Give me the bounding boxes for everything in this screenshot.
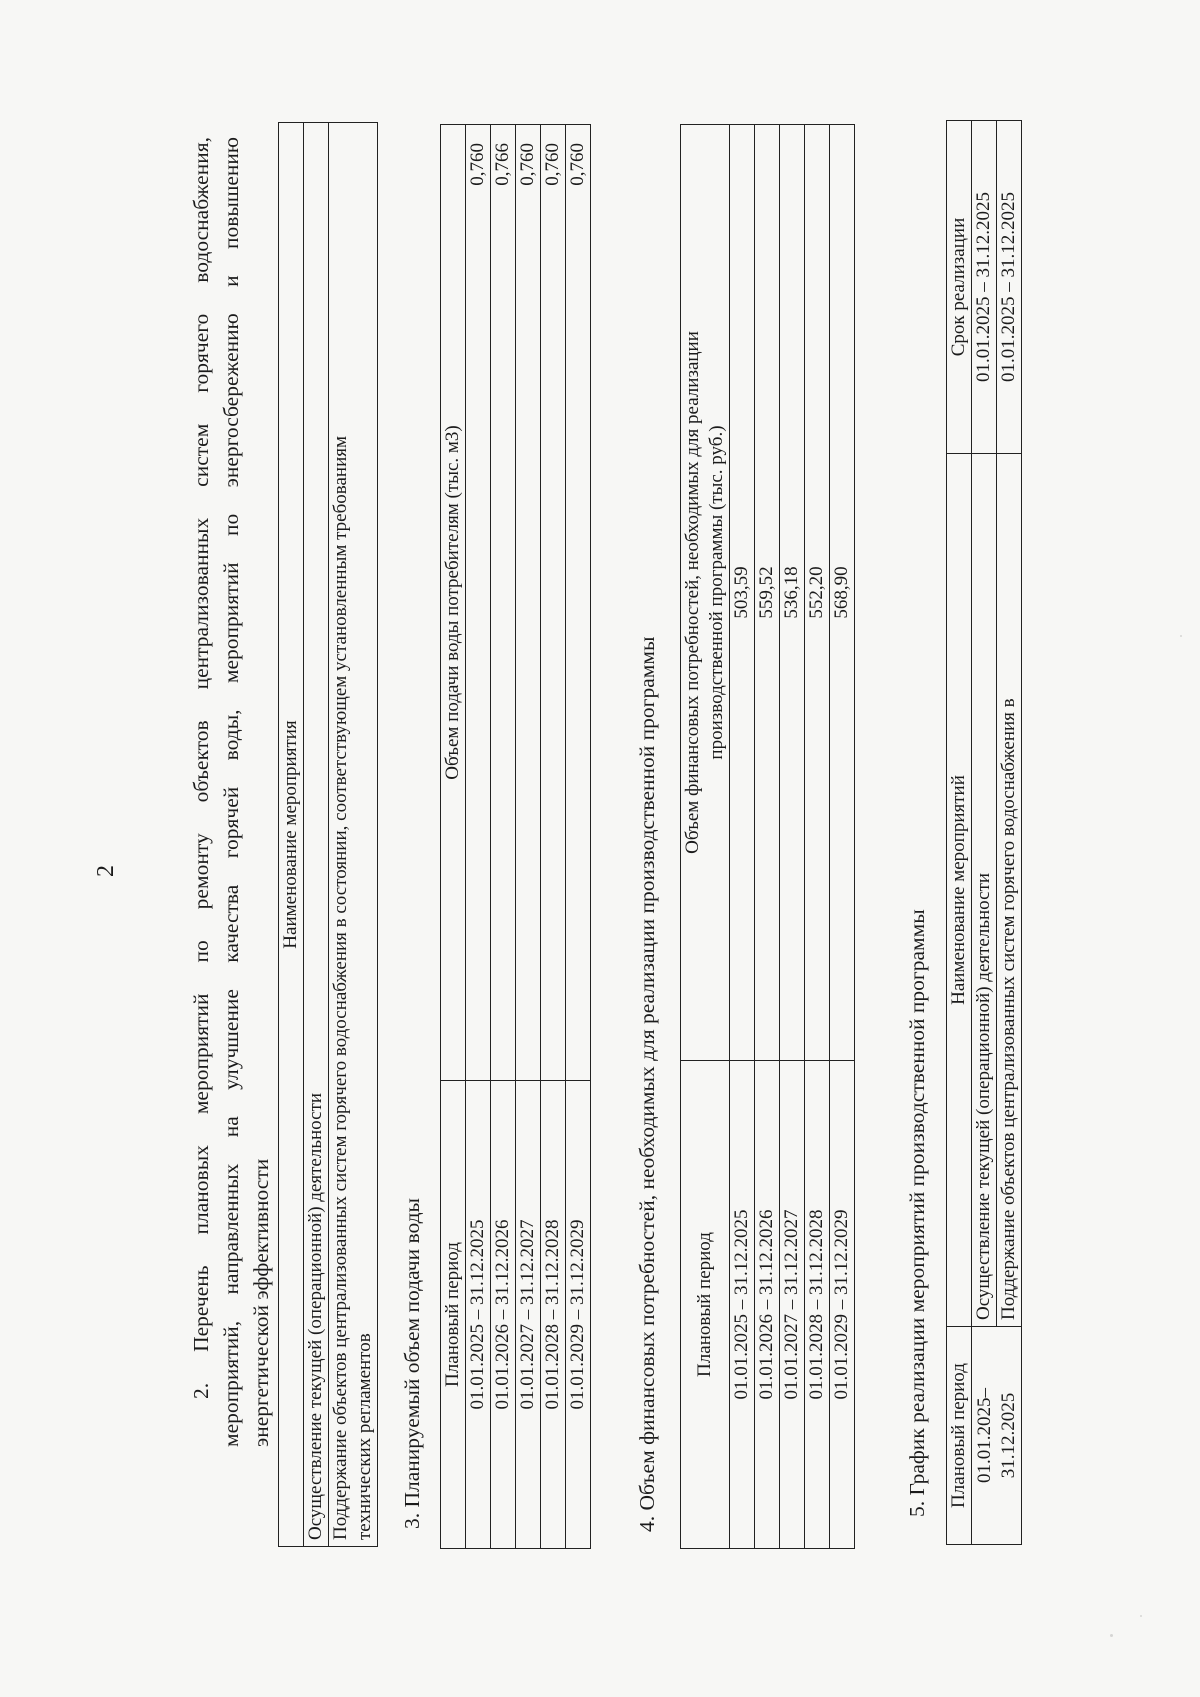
section5-title: 5. График реализации мероприятий производственной программы bbox=[905, 909, 929, 1517]
scan-speck bbox=[1140, 1615, 1142, 1617]
period-cell: 01.01.2025– 31.12.2025 bbox=[972, 1327, 1022, 1545]
table-row: 01.01.2027 – 31.12.2027 0,760 bbox=[516, 125, 541, 1549]
section2-table bbox=[278, 122, 378, 1547]
section2-line-1: 2. Перечень плановых мероприятий по ремонту объектов централизованных систем горячего водоснабжения, bbox=[189, 137, 213, 1399]
table-row bbox=[329, 123, 378, 1547]
table-header: Плановый период bbox=[947, 1327, 972, 1545]
table-row: 01.01.2027 – 31.12.2027 536,18 bbox=[780, 125, 805, 1549]
page-number: 2 bbox=[93, 865, 119, 877]
table-header: Объем подачи воды потребителям (тыс. м3) bbox=[441, 125, 466, 1081]
table-header: Объем финансовых потребностей, необходимых для реализации производственной программы (тыс. руб.) bbox=[681, 125, 730, 1061]
table-row: 01.01.2026 – 31.12.2026 0,766 bbox=[491, 125, 516, 1549]
table-header: Наименование мероприятий bbox=[947, 454, 972, 1327]
scan-speck bbox=[1180, 635, 1182, 637]
table-row: 01.01.2029 – 31.12.2029 568,90 bbox=[830, 125, 855, 1549]
table-row: Поддержание объектов централизованных систем горячего водоснабжения в 01.01.2025 – 31.12.2025 bbox=[997, 121, 1022, 1545]
section3-table bbox=[440, 124, 591, 1549]
table-row: 01.01.2025 – 31.12.2025 0,760 bbox=[466, 125, 491, 1549]
table-row: 01.01.2029 – 31.12.2029 0,760 bbox=[566, 125, 591, 1549]
section4-table bbox=[680, 124, 855, 1549]
section2-line-3: энергетической эффективности bbox=[249, 1158, 273, 1447]
section3-title: 3. Планируемый объем подачи воды bbox=[400, 1198, 424, 1529]
table-row: 01.01.2026 – 31.12.2026 559,52 bbox=[755, 125, 780, 1549]
table-cell-line: Поддержание объектов централизованных систем горячего водоснабжения в состоянии, соответствующем установленным требованиям bbox=[330, 435, 351, 1540]
table-row: 01.01.2025 – 31.12.2025 503,59 bbox=[730, 125, 755, 1549]
table-header: Плановый период bbox=[681, 1061, 730, 1549]
scan-speck bbox=[1110, 1634, 1113, 1637]
table-header: Плановый период bbox=[441, 1081, 466, 1549]
section4-title: 4. Объем финансовых потребностей, необходимых для реализации производственной программы bbox=[635, 636, 659, 1532]
table-header: Наименование мероприятия bbox=[279, 123, 304, 1547]
table-row: 01.01.2028 – 31.12.2028 552,20 bbox=[805, 125, 830, 1549]
table-row: Осуществление текущей (операционной) деятельности bbox=[304, 123, 329, 1547]
section5-table bbox=[946, 120, 1022, 1545]
table-row: 01.01.2028 – 31.12.2028 0,760 bbox=[541, 125, 566, 1549]
table-header: Срок реализации bbox=[947, 121, 972, 454]
section2-heading bbox=[186, 137, 276, 1447]
section2-line-2: мероприятий, направленных на улучшение качества горячей воды, мероприятий по энергосбережению и повышению bbox=[219, 137, 243, 1447]
table-cell-line: технических регламентов bbox=[354, 1333, 375, 1540]
table-row: 01.01.2025– 31.12.2025 Осуществление текущей (операционной) деятельности 01.01.2025 – 31.12.2025 bbox=[972, 121, 997, 1545]
